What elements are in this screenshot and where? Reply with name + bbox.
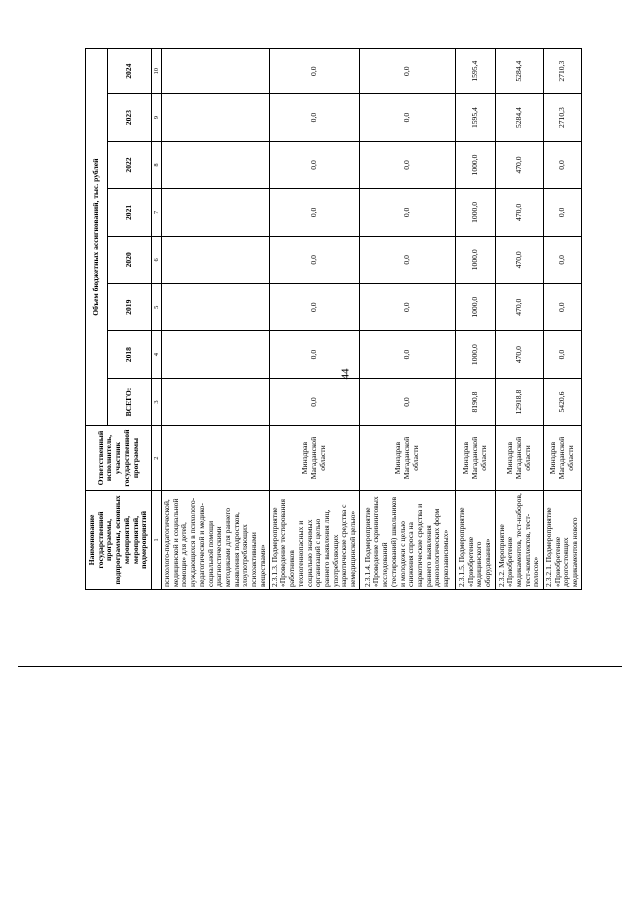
row-value: 1000,0 [455, 331, 495, 378]
header-year: 2018 [108, 331, 152, 378]
row-executor: Минздрав Магаданской области [543, 426, 581, 491]
row-value: 0,0 [543, 189, 581, 236]
row-value: 8190,8 [455, 378, 495, 425]
row-value: 0,0 [269, 378, 359, 425]
row-value: 0,0 [269, 331, 359, 378]
table-row [162, 49, 270, 590]
row-name: 2.3.2.1. Подмероприятие «Приобретение дорогостоящих медикаментов нового [543, 490, 581, 589]
table-row [495, 49, 543, 590]
table-body [162, 49, 582, 590]
header-year: 2020 [108, 236, 152, 283]
row-name: 2.3.1.5. Подмероприятие «Приобретение медицинского оборудования» [455, 490, 495, 589]
header-budget: Объем бюджетных ассигнований, тыс. рублей [86, 49, 108, 426]
column-index: 6 [152, 236, 162, 283]
row-value [162, 94, 270, 141]
row-value: 0,0 [543, 236, 581, 283]
column-index: 4 [152, 331, 162, 378]
row-value: 0,0 [359, 94, 455, 141]
row-value: 470,0 [495, 189, 543, 236]
row-value [162, 49, 270, 94]
column-index: 9 [152, 94, 162, 141]
table-row [455, 49, 495, 590]
row-executor [162, 426, 270, 491]
row-value: 0,0 [543, 141, 581, 188]
row-executor: Минздрав Магаданской области [455, 426, 495, 491]
row-executor: Минздрав Магаданской области [269, 426, 359, 491]
row-value: 0,0 [269, 94, 359, 141]
header-name: Наименование государственной программы, подпрограммы, основных мероприятий, мероприятий, подмероприятий [86, 490, 152, 589]
row-value: 2710,3 [543, 94, 581, 141]
row-name: 2.3.1.3. Подмероприятие «Проведение тестирования работников техногеннопасных и социально значимых организаций с целью раннего выявления лиц, употребляющих наркотические средства с немедицинской целью» [269, 490, 359, 589]
row-value: 0,0 [359, 378, 455, 425]
table-row [269, 49, 359, 590]
row-value: 0,0 [359, 189, 455, 236]
budget-table [85, 48, 582, 590]
row-value: 1000,0 [455, 284, 495, 331]
row-value [162, 378, 270, 425]
header-total: ВСЕГО: [108, 378, 152, 425]
row-name: 2.3.2. Мероприятие «Приобретение медикаментов, тест-наборов, тест-комплектов, тест-полосок» [495, 490, 543, 589]
column-index: 5 [152, 284, 162, 331]
row-name: 2.3.1.4. Подмероприятие «Проведение скрининговых исследований (тестирований) школьников и молодежи с целью снижения спроса на наркотические средства и раннего выявления донозологических форм наркозависимых» [359, 490, 455, 589]
header-year: 2024 [108, 49, 152, 94]
column-index: 3 [152, 378, 162, 425]
row-value [162, 284, 270, 331]
page-number: 44 [339, 368, 352, 380]
row-value: 0,0 [543, 284, 581, 331]
column-index: 10 [152, 49, 162, 94]
row-value: 5284,4 [495, 49, 543, 94]
column-index-row [152, 49, 162, 590]
row-value: 0,0 [359, 141, 455, 188]
column-index: 2 [152, 426, 162, 491]
row-executor: Минздрав Магаданской области [495, 426, 543, 491]
row-value: 0,0 [359, 331, 455, 378]
row-value: 5420,6 [543, 378, 581, 425]
row-value: 5284,4 [495, 94, 543, 141]
row-value [162, 189, 270, 236]
row-value: 2710,3 [543, 49, 581, 94]
row-value: 12918,8 [495, 378, 543, 425]
row-value: 0,0 [269, 141, 359, 188]
rotated-table [85, 48, 579, 590]
row-value: 470,0 [495, 141, 543, 188]
row-value: 1595,4 [455, 49, 495, 94]
header-year: 2021 [108, 189, 152, 236]
header-year: 2019 [108, 284, 152, 331]
table-row [543, 49, 581, 590]
row-value: 1000,0 [455, 236, 495, 283]
row-value: 0,0 [543, 331, 581, 378]
row-value: 0,0 [269, 284, 359, 331]
row-value: 470,0 [495, 284, 543, 331]
row-name: психолого-педагогической, медицинской и социальной помощи» для детей, нуждающихся в психолого-педагогической и медико-социальной помощи диагностическими методиками для раннего выявления подростков, злоупотребляющих психоактивными веществами» [162, 490, 270, 589]
row-value: 0,0 [269, 236, 359, 283]
row-value: 0,0 [269, 49, 359, 94]
row-value [162, 331, 270, 378]
row-value: 0,0 [359, 49, 455, 94]
horizontal-rule [18, 666, 622, 667]
column-index: 1 [152, 490, 162, 589]
row-value [162, 141, 270, 188]
row-value: 0,0 [359, 236, 455, 283]
row-value [162, 236, 270, 283]
row-value: 470,0 [495, 236, 543, 283]
row-value: 1595,4 [455, 94, 495, 141]
header-executor: Ответственный исполнитель, участник государственной программы [86, 426, 152, 491]
header-year: 2023 [108, 94, 152, 141]
column-index: 8 [152, 141, 162, 188]
row-executor: Минздрав Магаданской области [359, 426, 455, 491]
row-value: 0,0 [269, 189, 359, 236]
row-value: 470,0 [495, 331, 543, 378]
budget-table-container [85, 48, 579, 590]
row-value: 1000,0 [455, 189, 495, 236]
header-year: 2022 [108, 141, 152, 188]
column-index: 7 [152, 189, 162, 236]
row-value: 1000,0 [455, 141, 495, 188]
row-value: 0,0 [359, 284, 455, 331]
table-row [359, 49, 455, 590]
